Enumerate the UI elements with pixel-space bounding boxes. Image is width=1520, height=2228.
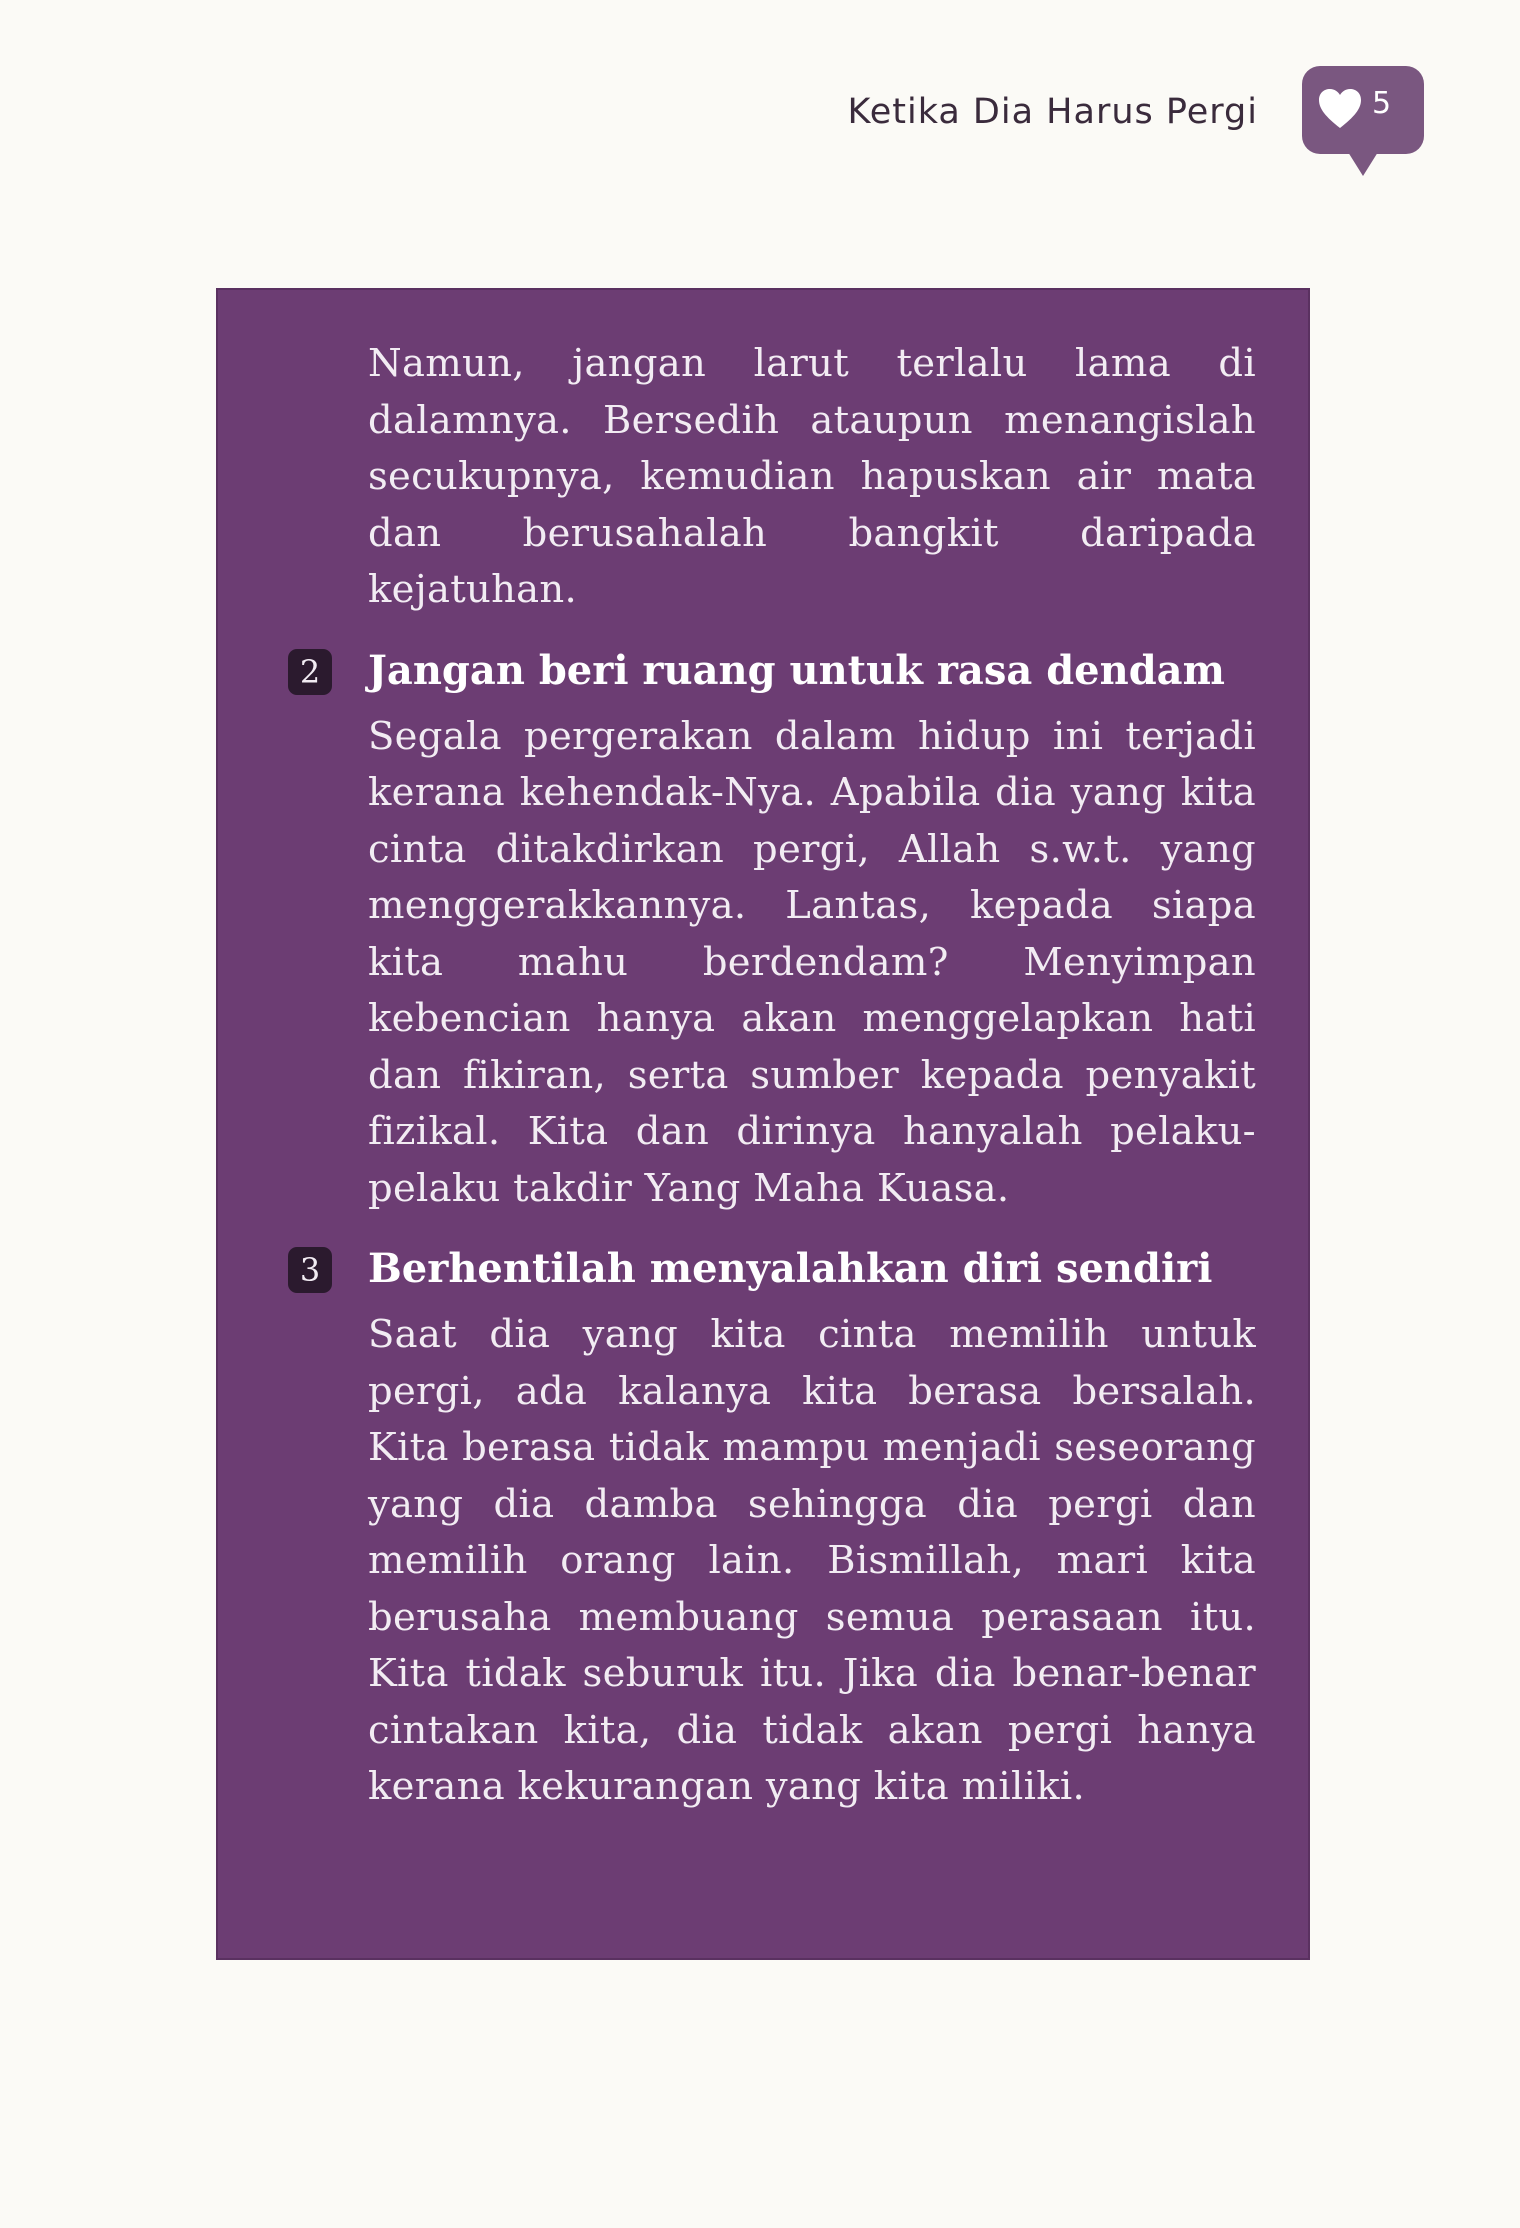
panel-content [299, 336, 1256, 1816]
heart-icon [1318, 88, 1362, 130]
item-body: Saat dia yang kita cinta memilih untuk pergi, ada kalanya kita berasa bersalah. Kita berasa tidak mampu menjadi seseorang yang dia damba sehingga dia pergi dan memilih orang lain. Bismillah, mari kita berusaha membuang semua perasaan itu. Kita tidak seburuk itu. Jika dia benar-benar cintakan kita, dia tidak akan pergi hanya kerana kekurangan yang kita miliki. [368, 1312, 1256, 1809]
running-title: Ketika Dia Harus Pergi [847, 92, 1258, 132]
intro-paragraph: Namun, jangan larut terlalu lama di dalamnya. Bersedih ataupun menangislah secukupnya, kemudian hapuskan air mata dan berusahalah bangkit daripada kejatuhan. [368, 341, 1256, 612]
item-heading-text: Jangan beri ruang untuk rasa dendam [368, 646, 1225, 694]
item-number-badge: 3 [288, 1247, 332, 1293]
list-item-3 [299, 1239, 1256, 1816]
page-number-badge [1302, 66, 1424, 154]
item-heading [299, 1239, 1256, 1299]
item-heading-text: Berhentilah menyalahkan diri sendiri [368, 1245, 1213, 1292]
item-body: Segala pergerakan dalam hidup ini terjadi kerana kehendak-Nya. Apabila dia yang kita cinta ditakdirkan pergi, Allah s.w.t. yang menggerakkannya. Lantas, kepada siapa kita mahu berdendam? Menyimpan kebencian hanya akan menggelapkan hati dan fikiran, serta sumber kepada penyakit fizikal. Kita dan dirinya hanyalah pelaku-pelaku takdir Yang Maha Kuasa. [368, 713, 1256, 1211]
content-panel [218, 290, 1308, 1958]
item-heading [299, 641, 1256, 701]
page-header [0, 62, 1520, 182]
list-item-2 [299, 641, 1256, 1218]
page-number: 5 [1372, 86, 1392, 121]
item-number-badge: 2 [288, 649, 332, 695]
